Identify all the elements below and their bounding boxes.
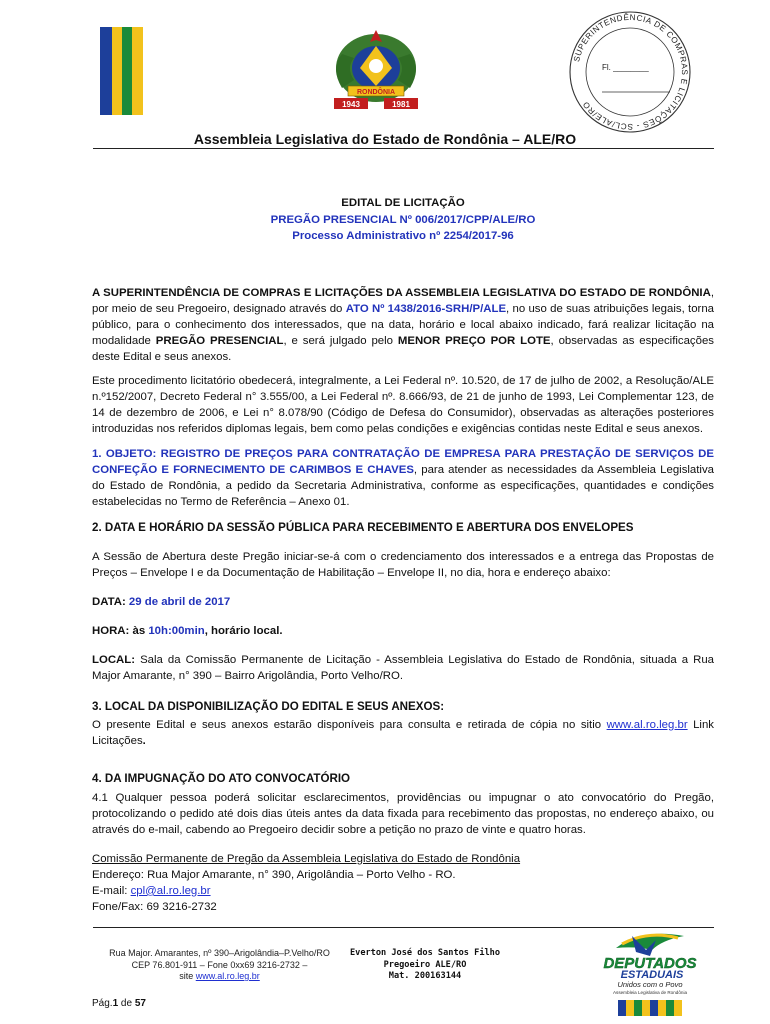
footer-address <box>92 948 347 983</box>
crest-year-right: 1981 <box>392 100 410 109</box>
contact-phone: Fone/Fax: 69 3216-2732 <box>92 900 217 913</box>
logo-tagline: Unidos com o Povo <box>617 980 683 989</box>
session-time <box>92 624 714 640</box>
site-link[interactable]: www.al.ro.leg.br <box>606 719 688 731</box>
time-value: 10h:00min <box>148 625 205 637</box>
intro-entity: A SUPERINTENDÊNCIA DE COMPRAS E LICITAÇÕES DA ASSEMBLEIA LEGISLATIVA DO ESTADO DE RONDÔNIA <box>92 287 711 299</box>
object-rest: , para atender as necessidades da Assembleia Legislativa do Estado de Rondônia, a pedido da Secretaria Administrativa, conforme as especificações, quantidades e condições estabelecidas no Termo de Referência – Anexo 01. <box>92 463 714 508</box>
modality: PREGÃO PRESENCIAL <box>155 334 284 347</box>
scl-stamp <box>560 8 700 136</box>
section-3-text: O presente Edital e seus anexos estarão disponíveis para consulta e retirada de cópia no sitio <box>92 719 607 731</box>
deputados-estaduais-logo <box>592 926 710 1018</box>
section-3-paragraph <box>92 718 714 750</box>
contact-address: Endereço: Rua Major Amarante, n° 390, Arigolândia – Porto Velho - RO. <box>92 868 456 881</box>
contact-block <box>92 852 714 916</box>
date-value: 29 de abril de 2017 <box>128 596 231 608</box>
state-crest <box>320 24 432 116</box>
date-label: DATA: <box>92 596 129 608</box>
time-rest: , horário local. <box>204 625 283 637</box>
assembly-title: Assembleia Legislativa do Estado de Rondônia – ALE/RO <box>193 131 577 147</box>
crest-banner: RONDÔNIA <box>356 89 396 96</box>
section-3-link-label: Link Licitações <box>92 719 714 747</box>
page-total: 57 <box>134 998 146 1009</box>
contact-commission: Comissão Permanente de Pregão da Assembleia Legislativa do Estado de Rondônia <box>92 853 521 865</box>
object-text: REGISTRO DE PREÇOS PARA CONTRATAÇÃO DE EMPRESA PARA PRESTAÇÃO DE SERVIÇOS DE CONFEÇÃO E FORNECIMENTO DE CARIMBOS E CHAVES <box>92 448 714 476</box>
stamp-ring-text: SUPERINTENDÊNCIA DE COMPRAS E LICITAÇÕES - SCL/ALE/RO <box>572 12 690 132</box>
footer-address-line-1: Rua Major. Amarantes, nº 390–Arigolândia–P.Velho/RO <box>109 948 330 958</box>
session-date <box>92 595 714 611</box>
logo-word-1: DEPUTADOS <box>603 955 697 972</box>
process-number: Processo Administrativo nº 2254/2017-96 <box>292 230 514 242</box>
intro-text-b: , no uso de suas atribuições legais, torna público, para o conhecimento dos interessados, que na data, horário e local abaixo indicado, fará realizar licitação na modalidade <box>92 302 714 347</box>
section-2-paragraph: A Sessão de Abertura deste Pregão iniciar-se-á com o credenciamento dos interessados e a entrega das Propostas de Preços – Envelope I e da Documentação de Habilitação – Envelope II, no dia, hora e endereço abaixo: <box>92 551 714 579</box>
page-current: 1 <box>112 998 119 1009</box>
footer-site-label: site <box>179 971 196 981</box>
intro-text-a: , por meio de seu Pregoeiro, designado através do <box>92 287 714 315</box>
footer-address-line-2: CEP 76.801-911 – Fone 0xx69 3216-2732 – <box>131 959 308 970</box>
intro-text-c: , e será julgado pelo <box>283 334 398 347</box>
criteria: MENOR PREÇO POR LOTE <box>397 334 551 347</box>
edital-title: EDITAL DE LICITAÇÃO <box>341 197 465 209</box>
email-link[interactable]: cpl@al.ro.leg.br <box>130 884 211 897</box>
section-2-heading: 2. DATA E HORÁRIO DA SESSÃO PÚBLICA PARA RECEBIMENTO E ABERTURA DOS ENVELOPES <box>92 521 634 534</box>
session-location <box>92 653 714 685</box>
signature-role: Pregoeiro ALE/RO <box>383 959 467 970</box>
section-3-period: . <box>142 734 146 747</box>
signature-registration: Mat. 200163144 <box>388 971 462 981</box>
page-label: Pág. <box>92 998 113 1009</box>
logo-word-2: ESTADUAIS <box>620 969 684 981</box>
section-3-heading: 3. LOCAL DA DISPONIBILIZAÇÃO DO EDITAL E SEUS ANEXOS: <box>92 700 445 713</box>
intro-paragraph <box>92 286 714 366</box>
location-text: Sala da Comissão Permanente de Licitação - Assembleia Legislativa do Estado de Rondônia, situada a Rua Major Amarante, n° 390 – Bairro Arigolândia, Porto Velho/RO. <box>92 654 714 682</box>
header-divider <box>93 148 714 149</box>
pregao-number: PREGÃO PRESENCIAL Nº 006/2017/CPP/ALE/RO <box>270 214 536 226</box>
time-label: HORA: às <box>92 625 149 637</box>
section-4-paragraph: 4.1 Qualquer pessoa poderá solicitar esclarecimentos, providências ou impugnar o ato convocatório do Pregão, protocolizando o pedido até dois dias úteis antes da data fixada para recebimento das propostas, no endereço abaixo, ou através do e-mail, cabendo ao Pregoeiro decidir sobre a petição no prazo de vinte e quatro horas. <box>92 792 714 836</box>
section-4-heading: 4. DA IMPUGNAÇÃO DO ATO CONVOCATÓRIO <box>92 772 351 785</box>
location-label: LOCAL: <box>92 654 136 666</box>
crest-year-left: 1943 <box>342 100 360 109</box>
footer-site-link[interactable]: www.al.ro.leg.br <box>195 971 260 981</box>
email-label: E-mail: <box>92 884 131 897</box>
stamp-field: Fl. ________ <box>602 63 649 72</box>
pregoeiro-signature <box>345 948 505 983</box>
legal-basis-paragraph: Este procedimento licitatório obedecerá, integralmente, a Lei Federal nº. 10.520, de 17 de julho de 2002, a Resolução/ALE n.º152/2007, Decreto Federal n° 3.555/00, a Lei Federal nº. 8.666/93, de 21 de junho de 1993, Lei Complementar 123, de 14 de dezembro de 2006, e Lei n° 8.078/90 (Código de Defesa do Consumidor), observadas as alterações posteriores introduzidas nos referidos diplomas legais, bem como pelas condições e exigências contidas neste Edital e seus anexos. <box>92 375 714 435</box>
flag-logo <box>100 27 143 115</box>
page-of: de <box>118 998 135 1009</box>
footer-address-line-3 <box>92 971 347 983</box>
object-label: 1. OBJETO: <box>92 448 161 460</box>
section-1-object <box>92 447 714 511</box>
signature-name: Everton José dos Santos Filho <box>349 948 501 958</box>
contact-email-line <box>92 884 714 900</box>
page-number <box>92 998 146 1009</box>
logo-subtitle: Assembleia Legislativa de Rondônia <box>612 990 688 995</box>
intro-text-d: , observadas as especificações deste Edital e seus anexos. <box>92 334 714 363</box>
ato-reference: ATO Nº 1438/2016-SRH/P/ALE <box>345 302 507 315</box>
